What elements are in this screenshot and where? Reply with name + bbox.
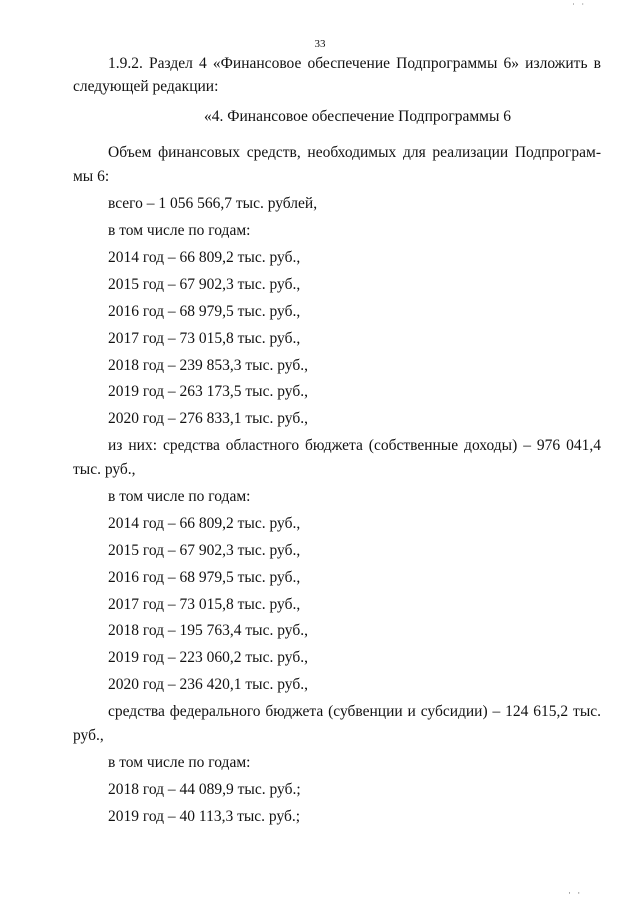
by-years-label: в том числе по годам: bbox=[108, 222, 251, 239]
by-years-label: в том числе по годам: bbox=[108, 754, 251, 771]
year-federal-line: 2019 год – 40 113,3 тыс. руб.; bbox=[108, 808, 301, 825]
year-total-line: 2016 год – 68 979,5 тыс. руб., bbox=[108, 303, 301, 320]
regional-line-2: тыс. руб., bbox=[73, 461, 136, 478]
federal-line-1: средства федерального бюджета (субвенции и субсидии) – 124 615,2 тыс. bbox=[108, 703, 601, 720]
scan-mark: ˙ ˙ bbox=[572, 2, 587, 12]
by-years-label: в том числе по годам: bbox=[108, 488, 251, 505]
year-regional-line: 2015 год – 67 902,3 тыс. руб., bbox=[108, 542, 301, 559]
page-number: 33 bbox=[314, 38, 326, 50]
section-heading: «4. Финансовое обеспечение Подпрограммы 6 bbox=[204, 108, 512, 125]
year-regional-line: 2018 год – 195 763,4 тыс. руб., bbox=[108, 622, 308, 639]
intro-line-2: следующей редакции: bbox=[73, 78, 219, 95]
year-total-line: 2017 год – 73 015,8 тыс. руб., bbox=[108, 330, 301, 347]
intro-line-1: 1.9.2. Раздел 4 «Финансовое обеспечение Подпрограммы 6» изложить в bbox=[108, 55, 601, 72]
year-federal-line: 2018 год – 44 089,9 тыс. руб.; bbox=[108, 781, 301, 798]
volume-line-1: Объем финансовых средств, необходимых для реализации Подпрограм- bbox=[108, 144, 601, 161]
year-total-line: 2020 год – 276 833,1 тыс. руб., bbox=[108, 410, 308, 427]
year-regional-line: 2014 год – 66 809,2 тыс. руб., bbox=[108, 515, 301, 532]
year-regional-line: 2016 год – 68 979,5 тыс. руб., bbox=[108, 569, 301, 586]
year-total-line: 2015 год – 67 902,3 тыс. руб., bbox=[108, 276, 301, 293]
year-regional-line: 2017 год – 73 015,8 тыс. руб., bbox=[108, 596, 301, 613]
year-total-line: 2019 год – 263 173,5 тыс. руб., bbox=[108, 383, 308, 400]
year-regional-line: 2019 год – 223 060,2 тыс. руб., bbox=[108, 649, 308, 666]
volume-line-2: мы 6: bbox=[73, 168, 110, 185]
total-amount: всего – 1 056 566,7 тыс. рублей, bbox=[108, 195, 318, 212]
year-total-line: 2018 год – 239 853,3 тыс. руб., bbox=[108, 357, 308, 374]
year-regional-line: 2020 год – 236 420,1 тыс. руб., bbox=[108, 676, 308, 693]
year-total-line: 2014 год – 66 809,2 тыс. руб., bbox=[108, 249, 301, 266]
regional-line-1: из них: средства областного бюджета (собственные доходы) – 976 041,4 bbox=[108, 437, 601, 454]
scan-mark: · · bbox=[568, 888, 583, 898]
federal-line-2: руб., bbox=[73, 727, 104, 744]
